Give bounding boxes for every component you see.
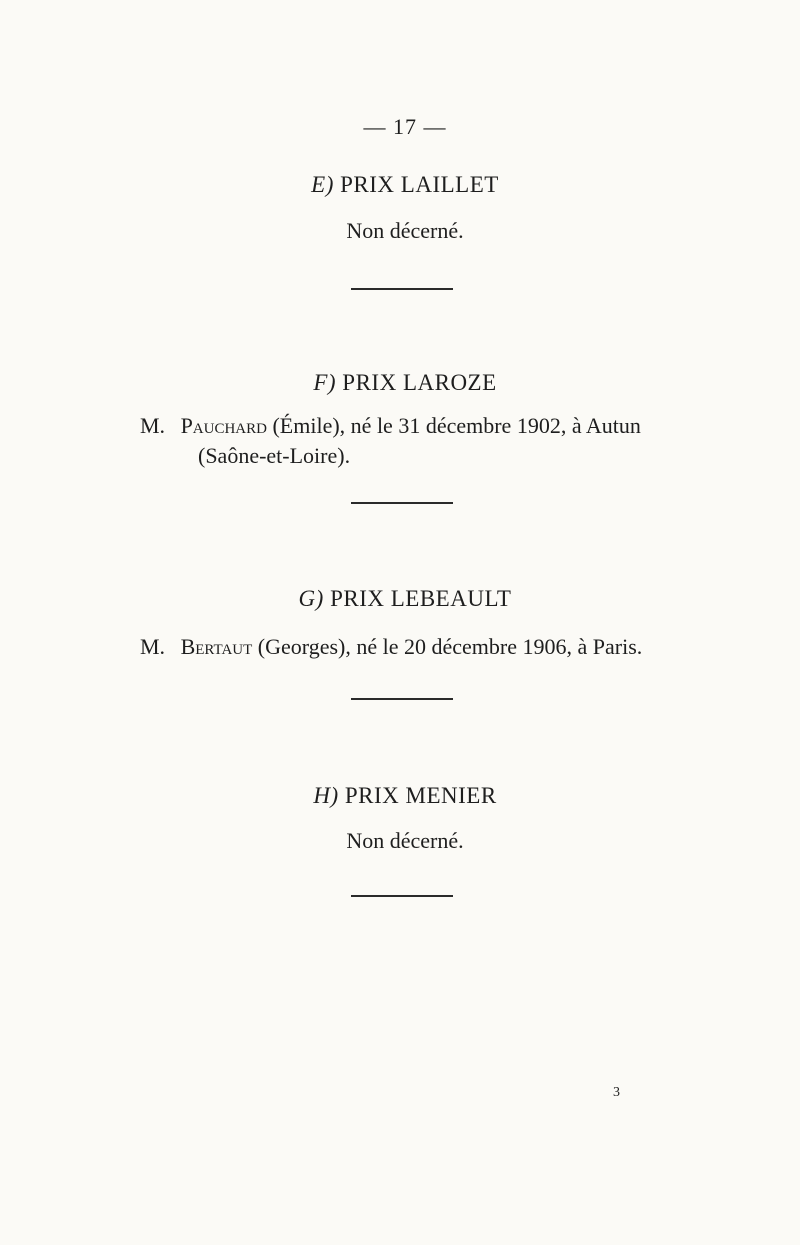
section-title: PRIX LAILLET xyxy=(340,172,499,197)
laureate-line-continued: (Saône-et-Loire). xyxy=(198,443,351,468)
laureate-details: (Georges), né le 20 décembre 1906, à Paris. xyxy=(257,634,643,659)
section-heading-h xyxy=(0,783,800,809)
section-letter: F) xyxy=(313,370,337,395)
laureate-prefix: M. xyxy=(140,413,166,438)
page-number: — 17 — xyxy=(363,114,447,139)
laureate-surname: Bertaut xyxy=(180,634,253,659)
section-title: PRIX MENIER xyxy=(344,783,497,808)
section-letter: H) xyxy=(313,783,339,808)
section-divider xyxy=(351,895,453,897)
laureate-surname: Pauchard xyxy=(180,413,267,438)
section-heading-g xyxy=(0,586,800,612)
laureate-details: (Émile), né le 31 décembre 1902, à Autun xyxy=(272,413,641,438)
section-e-body: Non décerné. xyxy=(346,218,464,243)
laureate-prefix: M. xyxy=(140,634,166,659)
section-letter: E) xyxy=(311,172,334,197)
section-divider xyxy=(351,288,453,290)
section-heading-e xyxy=(0,172,800,198)
section-title: PRIX LAROZE xyxy=(342,370,497,395)
laureate-line xyxy=(140,634,642,660)
section-letter: G) xyxy=(298,586,324,611)
section-title: PRIX LEBEAULT xyxy=(330,586,512,611)
section-divider xyxy=(351,502,453,504)
section-heading-f xyxy=(0,370,800,396)
laureate-line xyxy=(140,413,641,439)
section-h-body: Non décerné. xyxy=(346,828,464,853)
signature-mark: 3 xyxy=(613,1085,620,1100)
section-divider xyxy=(351,698,453,700)
